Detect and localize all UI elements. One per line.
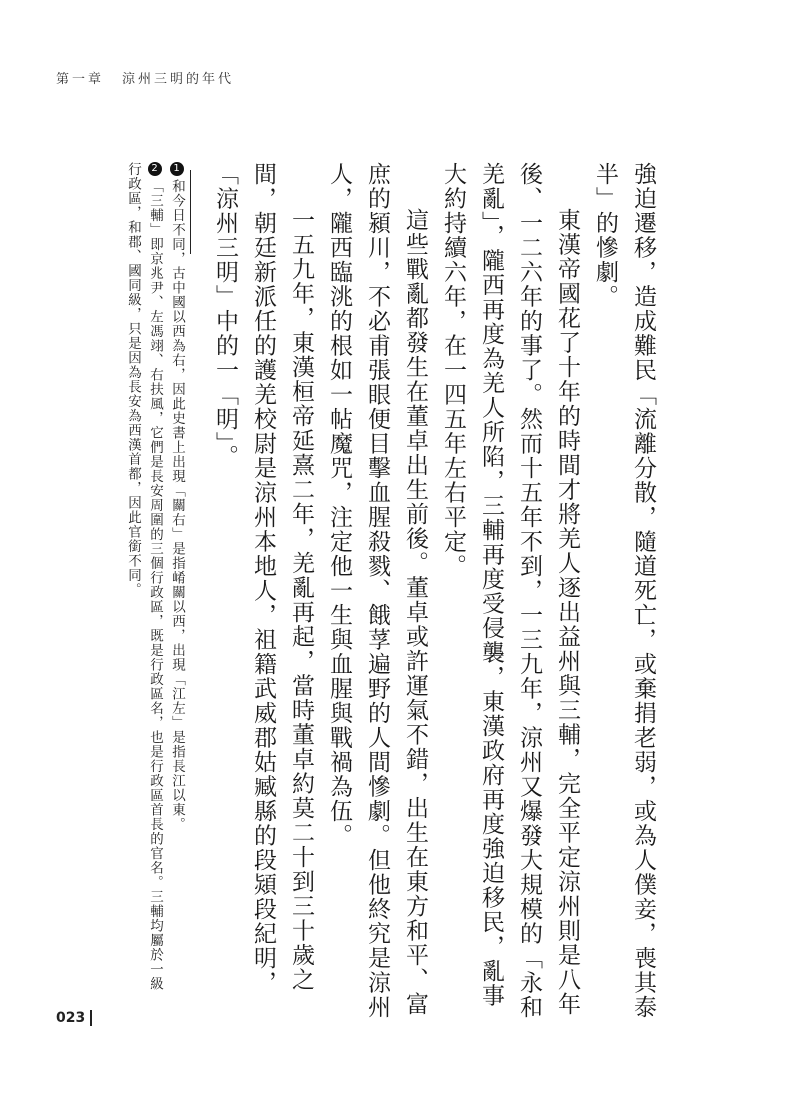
chapter-title: 涼州三明的年代 — [122, 72, 235, 87]
footnote-marker: 1 — [170, 162, 184, 176]
page-number: 023 — [56, 1010, 92, 1026]
footnote-text: 和今日不同，古中國以西為右，因此史書上出現「關右」是指崤關以西，出現「江左」是指長江以東。 — [169, 179, 185, 832]
paragraph: 這些戰亂都發生在董卓出生前後。董卓或許運氣不錯，出生在東方和平、富庶的潁川，不必甫張眼便目擊血腥殺戮、餓莩遍野的人間慘劇。但他終究是涼州人，隴西臨洮的根如一帖魔咒，注定他一生與血腥與戰禍為伍。 — [326, 162, 428, 1020]
paragraph: 一五九年，東漢桓帝延熹二年，羌亂再起，當時董卓約莫二十到三十歲之間，朝廷新派任的護羌校尉是涼州本地人，祖籍武威郡姑臧縣的段熲段紀明，「涼州三明」中的一「明」。 — [212, 162, 314, 995]
footnotes — [100, 162, 188, 992]
chapter-label: 第一章 — [56, 72, 105, 87]
main-text-column — [206, 162, 662, 1022]
footnote-text: 「三輔」即京兆尹、左馮翊、右扶風，它們是長安周圍的三個行政區，既是行政區名，也是行政區首長的官名。三輔均屬於一級行政區，和郡、國同級，只是因為長安為西漢首都，因此官銜不同。 — [125, 162, 163, 991]
footnote-item — [166, 162, 188, 992]
footnote-divider — [190, 170, 191, 254]
footnote-marker: 2 — [148, 162, 162, 176]
paragraph: 強迫遷移，造成難民「流離分散，隨道死亡，或棄捐老弱，或為人僕妾，喪其泰半」的慘劇。 — [592, 162, 656, 1020]
footnote-item — [122, 162, 166, 992]
paragraph: 東漢帝國花了十年的時間才將羌人逐出益州與三輔，完全平定涼州則是八年後、一二六年的事了。然而十五年不到，一三九年，涼州又爆發大規模的「永和羌亂」，隴西再度為羌人所陷，三輔再度受侵襲，東漢政府再度強迫移民，亂事大約持續六年，在一四五年左右平定。 — [440, 162, 580, 1020]
running-header — [56, 68, 234, 87]
